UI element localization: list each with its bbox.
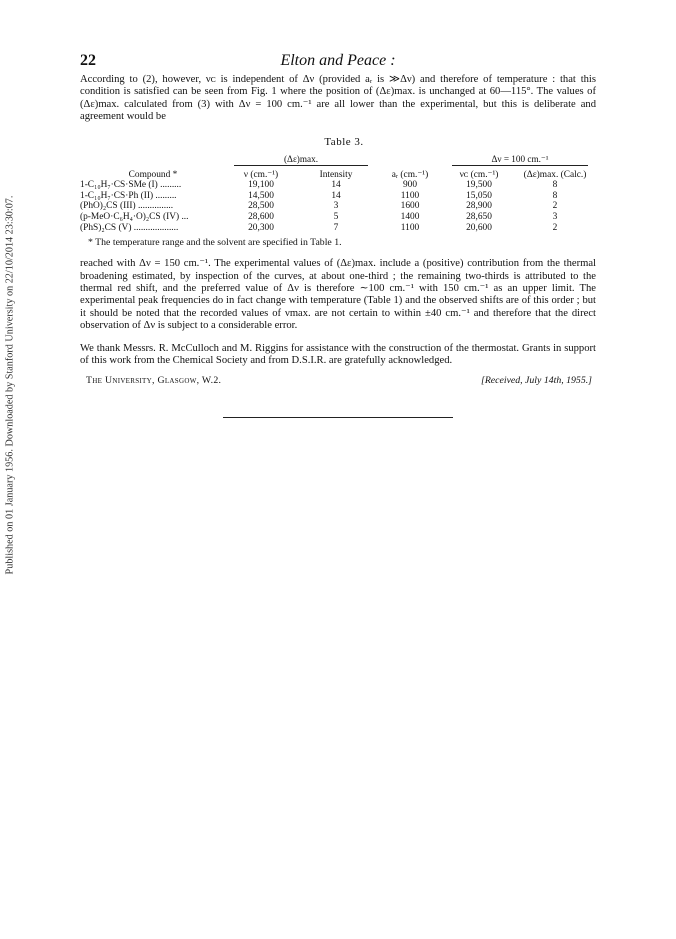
page-header (80, 52, 596, 74)
table-cell: 1600 (400, 201, 420, 212)
col-header-intensity: Intensity (319, 169, 353, 180)
table-footnote: * The temperature range and the solvent are specified in Table 1. (88, 237, 342, 249)
table-cell: 1100 (400, 222, 420, 233)
table-cell: 19,500 (466, 180, 492, 191)
table-cell: 900 (402, 180, 418, 191)
compound-cell: 1-C₁₀H₇·CS·SMe (I) ......... (80, 180, 182, 191)
table-cell: 8 (552, 180, 558, 191)
table-cell: 28,600 (248, 212, 274, 222)
col-header-ar: aᵣ (cm.⁻¹) (391, 169, 429, 180)
table-cell: 8 (552, 190, 558, 201)
signature-line (80, 375, 596, 389)
table-cell: 28,650 (466, 212, 492, 222)
table-row (80, 223, 596, 234)
page-number: 22 (80, 52, 96, 69)
compound-cell: (PhO)₂CS (III) ............... (80, 201, 174, 212)
col-header-nu: ν (cm.⁻¹) (243, 169, 279, 180)
table-row (80, 191, 596, 202)
col-header-calc: (Δε)max. (Calc.) (523, 169, 587, 180)
col-header-compound: Compound * (128, 169, 178, 180)
paper-page (80, 52, 596, 418)
table-cell: 1400 (400, 212, 420, 222)
table-row (80, 201, 596, 212)
table-cell: 14 (331, 180, 341, 191)
table-cell: 7 (333, 222, 339, 233)
end-rule (223, 417, 453, 418)
download-watermark (4, 170, 16, 600)
col-header-nuc: νᴄ (cm.⁻¹) (459, 169, 499, 180)
table-cell: 14 (331, 190, 341, 201)
group-header-left: (Δε)max. (226, 154, 376, 170)
table-row (80, 212, 596, 223)
table-cell: 1100 (400, 190, 420, 201)
compound-cell: 1-C₁₀H₇·CS·Ph (II) ......... (80, 190, 177, 201)
running-head: Elton and Peace : (280, 52, 396, 69)
intro-paragraph: According to (2), however, νᴄ is independent of Δν (provided aᵣ is ≫Δν) and therefore of temperature : that this condition is satisfied can be seen from Fig. 1 where the position of (Δε)max. is unchanged at 60—115°. The values of (Δε)max. calculated from (3) with Δν = 100 cm.⁻¹ are all lower than the experimental, but this is deliberate and agreement would be (80, 74, 596, 123)
table-cell: 15,050 (466, 190, 492, 201)
table-row (80, 180, 596, 191)
table-cell: 14,500 (248, 190, 274, 201)
download-watermark-text: Published on 01 January 1956. Downloaded by Stanford University on 22/10/2014 23:30:07. (4, 195, 16, 575)
table-cell: 28,500 (248, 201, 274, 212)
data-table (80, 154, 596, 234)
discussion-paragraph: reached with Δν = 150 cm.⁻¹. The experimental values of (Δε)max. include a (positive) contribution from the thermal broadening estimated, by inspection of the curves, at about one-third ; the remaining two-thirds is attributed to the thermal red shift, and the preferred value of Δν is therefore ∼100 cm.⁻¹ with 150 cm.⁻¹ as an upper limit. The experimental peak frequencies do in fact change with temperature (Table 1) and the observed shifts are of this order ; but it should be noted that the recorded values of νmax. are not certain to within ±40 cm.⁻¹ and therefore that the direct observation of Δν is subject to a considerable error. (80, 258, 596, 332)
table-cell: 28,900 (466, 201, 492, 212)
table-group-header (80, 154, 596, 170)
affiliation: The University, Glasgow, W.2. (86, 375, 222, 387)
table-header-row (80, 170, 596, 181)
table-caption: Table 3. (324, 135, 364, 148)
table-cell: 2 (552, 222, 558, 233)
table-cell: 2 (552, 201, 558, 212)
compound-cell: (p-MeO·C₆H₄·O)₂CS (IV) ... (80, 212, 189, 222)
table-cell: 5 (333, 212, 339, 222)
table-cell: 3 (552, 212, 558, 222)
group-header-right: Δν = 100 cm.⁻¹ (444, 154, 596, 170)
table-cell: 3 (333, 201, 339, 212)
acknowledgement-paragraph: We thank Messrs. R. McCulloch and M. Riggins for assistance with the construction of the thermostat. Grants in support of this work from the Chemical Society and from D.S.I.R. are gratefully acknowledged. (80, 342, 596, 367)
table-cell: 20,300 (248, 222, 274, 233)
received-date: [Received, July 14th, 1955.] (481, 375, 592, 387)
table-cell: 20,600 (466, 222, 492, 233)
compound-cell: (PhS)₂CS (V) ................... (80, 222, 179, 233)
table-cell: 19,100 (248, 180, 274, 191)
